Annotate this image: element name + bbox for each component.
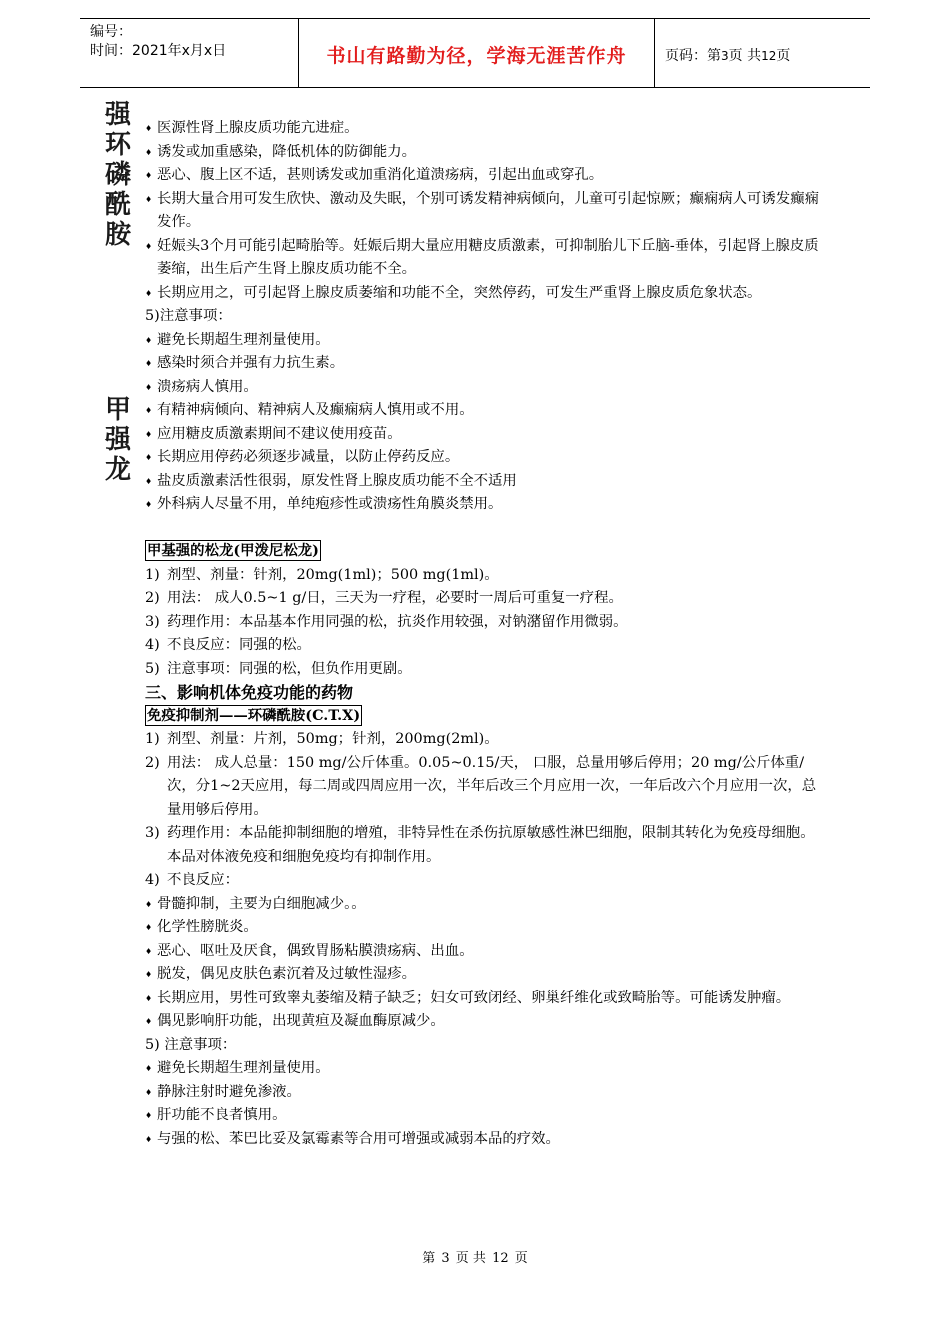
- caution-title: 5) 注意事项：: [145, 1036, 237, 1053]
- drug-heading-methylprednisolone: 甲基强的松龙(甲泼尼松龙): [147, 542, 319, 559]
- header-page-number: 页码：第3页 共12页: [665, 48, 791, 64]
- list-item: ♦ 静脉注射时避免渗液。: [145, 1081, 825, 1105]
- list-item: ♦ 溃疡病人慎用。: [145, 376, 825, 400]
- list-item: ♦ 长期大量合用可发生欣快、激动及失眠，个别可诱发精神病倾向，儿童可引起惊厥；癫痫病人可诱发癫痫发作。: [145, 188, 825, 235]
- page-footer: 第 3 页 共 12 页: [422, 1251, 528, 1266]
- list-item: ♦ 肝功能不良者慎用。: [145, 1104, 825, 1128]
- list-item: ♦ 避免长期超生理剂量使用。: [145, 329, 825, 353]
- numbered-item: 1) 剂型、剂量：针剂，20mg(1ml)；500 mg(1ml)。: [145, 566, 499, 583]
- side-label-methylprednisolone: 甲 强 龙: [104, 395, 131, 485]
- list-item: ♦ 妊娠头3个月可能引起畸胎等。妊娠后期大量应用糖皮质激素，可抑制胎儿下丘脑-垂体，引起肾上腺皮质萎缩，出生后产生肾上腺皮质功能不全。: [145, 235, 825, 282]
- list-item: ♦ 避免长期超生理剂量使用。: [145, 1057, 825, 1081]
- list-item: ♦ 与强的松、苯巴比妥及氯霉素等合用可增强或减弱本品的疗效。: [145, 1128, 825, 1152]
- numbered-item: 5) 注意事项：同强的松，但负作用更剧。: [145, 660, 412, 677]
- list-item: ♦ 恶心、呕吐及厌食，偶致胃肠粘膜溃疡病、出血。: [145, 940, 825, 964]
- numbered-item: 2) 用法： 成人0.5~1 g/日，三天为一疗程，必要时一周后可重复一疗程。: [145, 590, 623, 606]
- document-body: [145, 117, 825, 1151]
- side-label-cyclophosphamide: 强 环 磷 酰 胺: [104, 100, 131, 250]
- header-meta: [80, 19, 299, 87]
- list-item: ♦ 长期应用，男性可致睾丸萎缩及精子缺乏；妇女可致闭经、卵巢纤维化或致畸胎等。可能诱发肿瘤。: [145, 987, 825, 1011]
- list-item: ♦ 感染时须合并强有力抗生素。: [145, 352, 825, 376]
- list-item: ♦ 骨髓抑制，主要为白细胞减少。。: [145, 893, 825, 917]
- numbered-item: 3) 药理作用：本品能抑制细胞的增殖，非特异性在杀伤抗原敏感性淋巴细胞，限制其转化为免疫母细胞。本品对体液免疫和细胞免疫均有抑制作用。: [145, 825, 815, 865]
- list-item: ♦ 应用糖皮质激素期间不建议使用疫苗。: [145, 423, 825, 447]
- document-time: 时间：2021年x月x日: [90, 43, 227, 59]
- list-item: ♦ 脱发，偶见皮肤色素沉着及过敏性湿疹。: [145, 963, 825, 987]
- numbered-item: 4) 不良反应：同强的松。: [145, 637, 311, 653]
- caution-title: 5)注意事项：: [145, 308, 232, 324]
- list-item: ♦ 偶见影响肝功能，出现黄疸及凝血酶原减少。: [145, 1010, 825, 1034]
- numbered-item: 2) 用法： 成人总量：150 mg/公斤体重。0.05~0.15/天， 口服，总量用够后停用；20 mg/公斤体重/次，分1~2天应用，每二周或四周应用一次，半年后改三个月应用一次，一年后改六个月应用一次，总量用够后停用。: [145, 754, 817, 818]
- list-item: ♦ 长期应用之，可引起肾上腺皮质萎缩和功能不全，突然停药，可发生严重肾上腺皮质危象状态。: [145, 282, 825, 306]
- numbered-item: 1) 剂型、剂量：片剂，50mg；针剂，200mg(2ml)。: [145, 731, 499, 747]
- header-motto: 书山有路勤为径，学海无涯苦作舟: [326, 45, 627, 67]
- header-page-cell: [655, 19, 870, 87]
- list-item: ♦ 恶心、腹上区不适，甚则诱发或加重消化道溃疡病，引起出血或穿孔。: [145, 164, 825, 188]
- list-item: ♦ 盐皮质激素活性很弱，原发性肾上腺皮质功能不全不适用: [145, 470, 825, 494]
- numbered-item: 3) 药理作用：本品基本作用同强的松，抗炎作用较强，对钠潴留作用微弱。: [145, 613, 628, 630]
- section-heading: 三、影响机体免疫功能的药物: [145, 683, 354, 702]
- list-item: ♦ 外科病人尽量不用，单纯疱疹性或溃疡性角膜炎禁用。: [145, 493, 825, 517]
- list-item: ♦ 医源性肾上腺皮质功能亢进症。: [145, 117, 825, 141]
- list-item: ♦ 诱发或加重感染，降低机体的防御能力。: [145, 141, 825, 165]
- document-number: 编号：: [90, 24, 132, 40]
- header-motto-cell: [299, 19, 655, 87]
- page-header: [80, 18, 870, 88]
- list-item: ♦ 长期应用停药必须逐步减量，以防止停药反应。: [145, 446, 825, 470]
- list-item: ♦ 化学性膀胱炎。: [145, 916, 825, 940]
- list-item: ♦ 有精神病倾向、精神病人及癫痫病人慎用或不用。: [145, 399, 825, 423]
- drug-heading-cyclophosphamide: 免疫抑制剂——环磷酰胺(C.T.X): [147, 706, 361, 724]
- numbered-item: 4) 不良反应：: [145, 872, 239, 888]
